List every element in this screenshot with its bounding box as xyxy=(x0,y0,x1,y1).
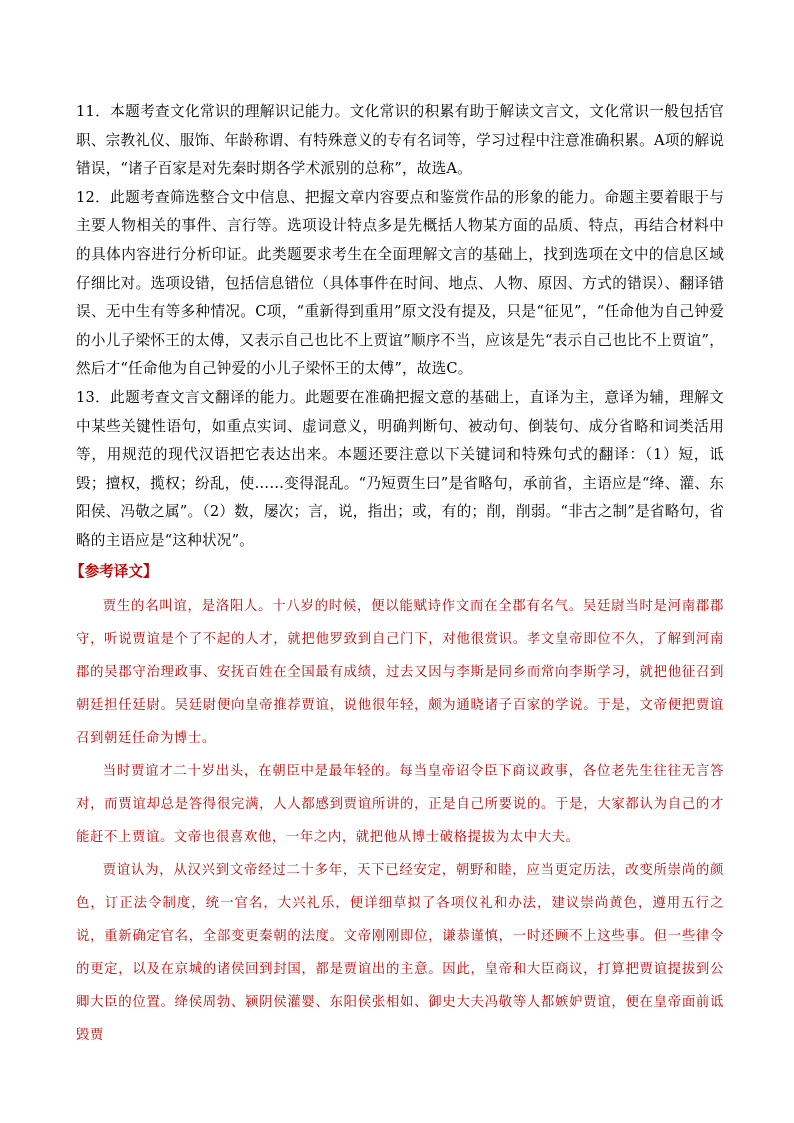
answer-11: 11．本题考查文化常识的理解识记能力。文化常识的积累有助于解读文言文，文化常识一般包括官职、宗教礼仪、服饰、年龄称谓、有特殊意义的专有名词等，学习过程中注意准确积累。A项的解说错误，“诸子百家是对先秦时期各学术派别的总称”，故选A。 xyxy=(76,103,724,178)
translation-paragraph: 当时贾谊才二十岁出头，在朝臣中是最年轻的。每当皇帝诏令臣下商议政事，各位老先生往往无言答对，而贾谊却总是答得很完满，人人都感到贾谊所讲的，正是自己所要说的。于是，大家都认为自己的才能赶不上贾谊。文帝也很喜欢他，一年之内，就把他从博士破格提拔为太中大夫。 xyxy=(76,764,724,846)
reference-translation xyxy=(76,590,724,1052)
translation-paragraph: 贾谊认为，从汉兴到文帝经过二十多年，天下已经安定，朝野和睦，应当更定历法，改变所崇尚的颜色，订正法令制度，统一官名，大兴礼乐，便详细草拟了各项仪礼和办法，建议崇尚黄色，遵用五行之说，重新确定官名，全部变更秦朝的法度。文帝刚刚即位，谦恭谨慎，一时还顾不上这些事。但一些律令的更定，以及在京城的诸侯回到封国，都是贾谊出的主意。因此，皇帝和大臣商议，打算把贾谊提拔到公卿大臣的位置。绛侯周勃、颍阴侯灌婴、东阳侯张相如、御史大夫冯敬等人都嫉妒贾谊，便在皇帝面前诋毁贾 xyxy=(76,863,724,1044)
answer-13: 13．此题考查文言文翻译的能力。此题要在准确把握文意的基础上，直译为主，意译为辅，理解文中某些关键性语句，如重点实词、虚词意义，明确判断句、被动句、倒装句、成分省略和词类活用等，用规范的现代汉语把它表达出来。本题还要注意以下关键词和特殊句式的翻译：（1）短，诋毁；擅权，揽权；纷乱，使……变得混乱。“乃短贾生曰”是省略句，承前省，主语应是“绛、灌、东阳侯、冯敬之属”。（2）数，屡次；言，说，指出；或，有的；削，削弱。“非古之制”是省略句，省略的主语应是“这种状况”。 xyxy=(76,388,724,549)
translation-paragraph: 贾生的名叫谊，是洛阳人。十八岁的时候，便以能赋诗作文而在全郡有名气。吴廷尉当时是河南郡郡守，听说贾谊是个了不起的人才，就把他罗致到自己门下，对他很赏识。孝文皇帝即位不久，了解到河南郡的吴郡守治理政事、安抚百姓在全国最有成绩，过去又因与李斯是同乡而常向李斯学习，就把他征召到朝廷担任廷尉。吴廷尉便向皇帝推荐贾谊，说他很年轻，颇为通晓诸子百家的学说。于是，文帝便把贾谊召到朝廷任命为博士。 xyxy=(76,599,724,747)
reference-translation-header: 【参考译文】 xyxy=(70,562,158,580)
answer-12: 12．此题考查筛选整合文中信息、把握文章内容要点和鉴赏作品的形象的能力。命题主要着眼于与主要人物相关的事件、言行等。选项设计特点多是先概括人物某方面的品质、特点，再结合材料中的具体内容进行分析印证。此类题要求考生在全面理解文言的基础上，找到选项在文中的信息区域仔细比对。选项设错，包括信息错位（具体事件在时间、地点、人物、原因、方式的错误）、翻译错误、无中生有等多种情况。C项，“重新得到重用”原文没有提及，只是“征见”，“任命他为自己钟爱的小儿子梁怀王的太傅，又表示自己也比不上贾谊”顺序不当，应该是先“表示自己也比不上贾谊”，然后才“任命他为自己钟爱的小儿子梁怀王的太傅”，故选C。 xyxy=(76,188,724,378)
answer-explanations xyxy=(76,98,724,556)
